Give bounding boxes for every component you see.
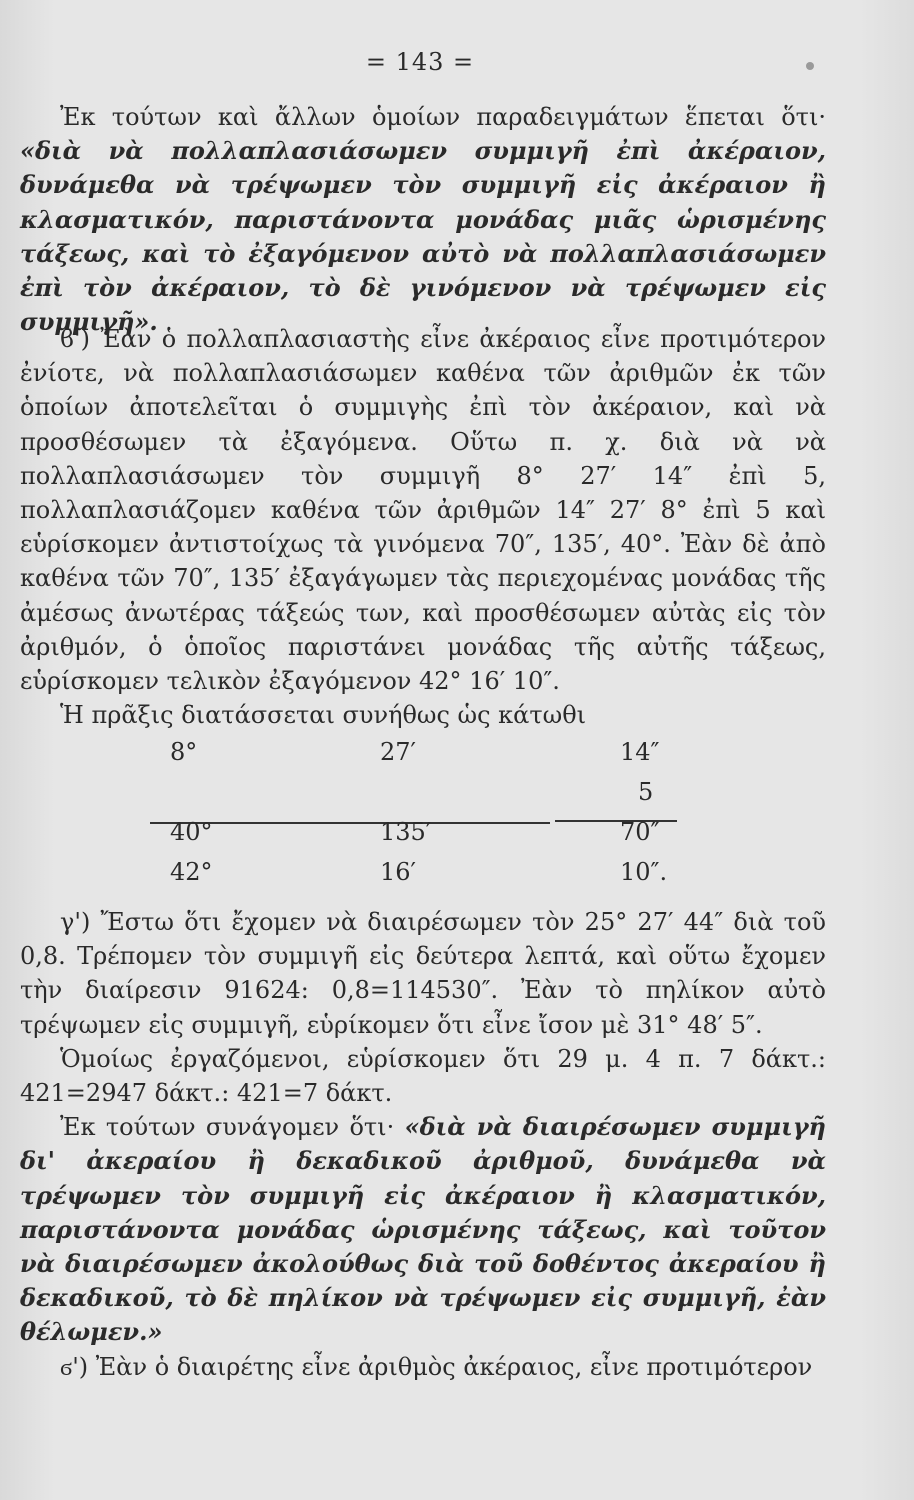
table-cell: 40° [170,818,213,846]
paragraph-b-arrangement: Ἡ πρᾶξις διατάσσεται συνήθως ὡς κάτωθι [60,701,587,730]
paragraph-d: ϭ') Ἐὰν ὁ διαιρέτης εἶνε ἀριθμὸς ἀκέραιος, εἶνε προτιμότερον [60,1352,813,1381]
table-cell: 16′ [380,858,416,886]
paragraph-b [20,322,826,732]
table-cell: 10″. [620,858,668,886]
table-cell: 70″ [620,818,660,846]
table-cell: 14″ [620,738,660,766]
table-row [150,858,810,898]
table-cell: 135′ [380,818,432,846]
paragraph-c [20,905,826,1384]
multiplier: 5 [638,778,654,806]
multiplication-table [150,738,810,898]
rule-statement: «διὰ νὰ διαιρέσωμεν συμμιγῆ δι' ἀκεραίου ἢ δεκαδικοῦ ἀριθμοῦ, δυνάμεθα νὰ τρέψωμεν τὸν συμμιγῆ εἰς ἀκέραιον ἢ κλασματικόν, παριστάνοντα μονάδας ὡρισμένης τάξεως, καὶ τοῦτον νὰ διαιρέσωμεν ἀκολούθως διὰ τοῦ δοθέντος ἀκεραίου ἢ δεκαδικοῦ, τὸ δὲ πηλίκον νὰ τρέψωμεν εἰς συμμιγῆ, ἐὰν θέλωμεν.» [20,1112,827,1347]
paragraph-example: Ὁμοίως ἐργαζόμενοι, εὑρίσκομεν ὅτι 29 μ. 4 π. 7 δάκτ.: 421=2947 δάκτ.: 421=7 δάκτ. [20,1044,826,1108]
paragraph-rule-multiplication [20,100,826,339]
paragraph-intro: Ἐκ τούτων καὶ ἄλλων ὁμοίων παραδειγμάτων ἕπεται ὅτι· [60,103,826,131]
table-cell: 27′ [380,738,416,766]
table-cell: 42° [170,858,213,886]
ink-spot [806,62,814,70]
paragraph-b-text: ϐ') Ἐὰν ὁ πολλαπλασιαστὴς εἶνε ἀκέραιος εἶνε προτιμότερον ἐνίοτε, νὰ πολλαπλασιάσωμεν καθένα τῶν ἀριθμῶν ἐκ τῶν ὁποίων ἀποτελεῖται ὁ συμμιγὴς ἐπὶ τὸν ἀκέραιον, καὶ νὰ προσθέσωμεν τὰ ἐξαγόμενα. Οὕτω π. χ. διὰ νὰ νὰ πολλαπλασιάσωμεν τὸν συμμιγῆ 8° 27′ 14″ ἐπὶ 5, πολλαπλασιάζομεν καθένα τῶν ἀριθμῶν 14″ 27′ 8° ἐπὶ 5 καὶ εὑρίσκομεν ἀντιστοίχως τὰ γινόμενα 70″, 135′, 40°. Ἐὰν δὲ ἀπὸ καθένα τῶν 70″, 135′ ἐξαγάγωμεν τὰς περιεχομένας μονάδας τῆς ἀμέσως ἀνωτέρας τάξεώς των, καὶ προσθέσωμεν αὐτὰς εἰς τὸν ἀριθμόν, ὁ ὁποῖος παριστάνει μονάδας τῆς αὐτῆς τάξεως, εὑρίσκομεν τελικὸν ἐξαγόμενον 42° 16′ 10″. [20,325,826,696]
paragraph-c-text: γ') Ἔστω ὅτι ἔχομεν νὰ διαιρέσωμεν τὸν 25° 27′ 44″ διὰ τοῦ 0,8. Τρέπομεν τὸν συμμιγῆ εἰς δεύτερα λεπτά, καὶ οὕτω ἔχομεν τὴν διαίρεσιν 91624: 0,8=114530″. Ἐὰν τὸ πηλίκον αὐτὸ τρέψωμεν εἰς συμμιγῆ, εὑρίκομεν ὅτι εἶνε ἴσον μὲ 31° 48′ 5″. [20,908,826,1039]
page-number: = 143 = [365,48,475,76]
table-cell: 8° [170,738,198,766]
table-row [150,778,810,818]
paragraph-intro: Ἐκ τούτων συνάγομεν ὅτι· [60,1113,395,1142]
rule-statement: «διὰ νὰ πολλαπλασιάσωμεν συμμιγῆ ἐπὶ ἀκέραιον, δυνάμεθα νὰ τρέψωμεν τὸν συμμιγῆ εἰς ἀκέραιον ἢ κλασματικόν, παριστάνοντα μονάδας μιᾶς ὡρισμένης τάξεως, καὶ τὸ ἐξαγόμενον αὐτὸ νὰ πολλαπλασιάσωμεν ἐπὶ τὸν ἀκέραιον, τὸ δὲ γινόμενον νὰ τρέψωμεν εἰς συμμιγῆ». [20,136,826,337]
table-row [150,818,810,858]
table-row [150,738,810,778]
